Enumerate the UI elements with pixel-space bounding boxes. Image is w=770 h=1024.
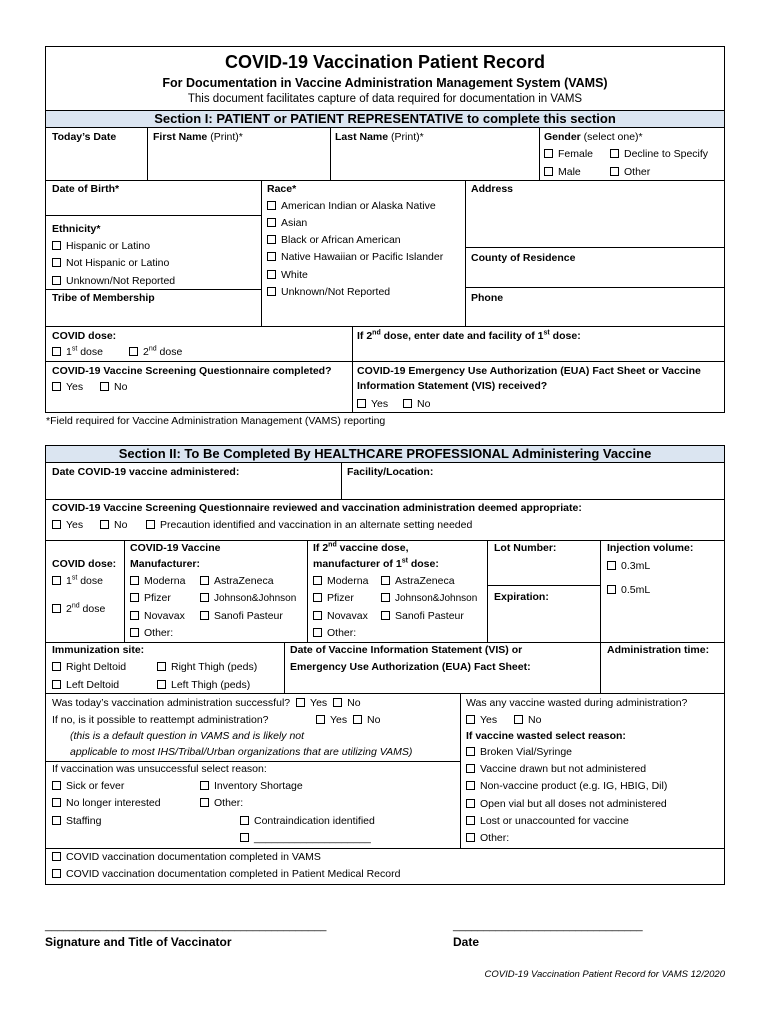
checkbox-icon[interactable]	[130, 576, 139, 585]
second-dose-info-label[interactable]: If 2nd dose, enter date and facility of 1st dose:	[357, 329, 581, 342]
covid-dose-label: COVID dose:	[52, 330, 117, 342]
checkbox-icon[interactable]	[200, 798, 209, 807]
checkbox-icon[interactable]	[381, 593, 390, 602]
first-dose-mfr-label-1: If 2nd vaccine dose,	[313, 541, 409, 554]
last-name-label[interactable]: Last Name (Print)*	[335, 131, 424, 143]
reason-not-interested[interactable]: No longer interested	[52, 797, 161, 810]
checkbox-icon[interactable]	[353, 715, 362, 724]
checkbox-icon[interactable]	[313, 628, 322, 637]
required-footnote: *Field required for Vaccine Administration Management (VAMS) reporting	[46, 415, 386, 427]
eua-question-line1: COVID-19 Emergency Use Authorization (EUA) Fact Sheet or Vaccine	[357, 365, 701, 377]
first-name-label[interactable]: First Name (Print)*	[153, 131, 243, 143]
checkbox-icon[interactable]	[200, 781, 209, 790]
lot-number-label[interactable]: Lot Number:	[494, 542, 557, 554]
ethnicity-hispanic[interactable]: Hispanic or Latino	[52, 240, 150, 253]
site-right-thigh[interactable]: Right Thigh (peds)	[157, 661, 257, 674]
checkbox-icon[interactable]	[130, 628, 139, 637]
checkbox-icon[interactable]	[52, 680, 61, 689]
checkbox-icon[interactable]	[607, 561, 616, 570]
checkbox-icon[interactable]	[52, 816, 61, 825]
race-option[interactable]: Unknown/Not Reported	[267, 286, 390, 299]
checkbox-icon[interactable]	[52, 382, 61, 391]
unsuccessful-reason-label: If vaccination was unsuccessful select reason:	[52, 763, 267, 775]
checkbox-icon[interactable]	[52, 576, 61, 585]
checkbox-icon[interactable]	[267, 270, 276, 279]
checkbox-icon[interactable]	[52, 852, 61, 861]
race-label: Race*	[267, 183, 297, 195]
facility-label[interactable]: Facility/Location:	[347, 466, 434, 478]
dose-2-option[interactable]: 2nd dose	[129, 346, 182, 359]
checkbox-icon[interactable]	[52, 241, 61, 250]
checkbox-icon[interactable]	[316, 715, 325, 724]
eua-no[interactable]: No	[403, 398, 430, 411]
checkbox-icon[interactable]	[296, 698, 305, 707]
checkbox-icon[interactable]	[129, 347, 138, 356]
signature-label: Signature and Title of Vaccinator	[45, 935, 232, 949]
first-mfr-sanofi[interactable]: Sanofi Pasteur	[381, 610, 464, 623]
site-left-deltoid[interactable]: Left Deltoid	[52, 679, 119, 692]
default-question-note-2: applicable to most IHS/Tribal/Urban organizations that are utilizing VAMS)	[70, 746, 413, 758]
page-title: COVID-19 Vaccination Patient Record	[224, 52, 546, 72]
signature-line[interactable]: ______________________________________________	[45, 920, 327, 932]
checkbox-icon[interactable]	[313, 576, 322, 585]
checkbox-icon[interactable]	[544, 149, 553, 158]
screening-yes[interactable]: Yes	[52, 381, 83, 394]
reviewed-precaution[interactable]: Precaution identified and vaccination in an alternate setting needed	[146, 519, 472, 532]
mfr-pfizer[interactable]: Pfizer	[130, 592, 171, 605]
screening-question: COVID-19 Vaccine Screening Questionnaire completed?	[52, 365, 332, 377]
mfr-sanofi[interactable]: Sanofi Pasteur	[200, 610, 283, 623]
immunization-site-label: Immunization site:	[52, 644, 145, 656]
checkbox-icon[interactable]	[267, 218, 276, 227]
reason-contraindication[interactable]: Contraindication identified	[240, 815, 375, 828]
dob-label: Date of Birth*	[52, 183, 120, 195]
s2-dose-2[interactable]: 2nd dose	[52, 603, 105, 616]
waste-option[interactable]: Other:	[466, 832, 509, 845]
checkbox-icon[interactable]	[200, 576, 209, 585]
gender-label: Gender (select one)*	[544, 131, 643, 143]
checkbox-icon[interactable]	[157, 680, 166, 689]
race-option[interactable]: Asian	[267, 217, 307, 230]
checkbox-icon[interactable]	[466, 816, 475, 825]
checkbox-icon[interactable]	[200, 611, 209, 620]
wasted-no[interactable]: No	[514, 714, 541, 727]
race-option[interactable]: Black or African American	[267, 234, 401, 247]
screening-no[interactable]: No	[100, 381, 127, 394]
section2-title: Section II: To Be Completed By HEALTHCARE PROFESSIONAL Administering Vaccine	[118, 446, 652, 461]
race-option[interactable]: White	[267, 269, 308, 282]
checkbox-icon[interactable]	[514, 715, 523, 724]
checkbox-icon[interactable]	[333, 698, 342, 707]
wasted-yes[interactable]: Yes	[466, 714, 497, 727]
checkbox-icon[interactable]	[157, 662, 166, 671]
first-mfr-other[interactable]: Other:	[313, 627, 356, 640]
s2-covid-dose-label: COVID dose:	[52, 558, 117, 570]
waste-option[interactable]: Broken Vial/Syringe	[466, 746, 572, 759]
checkbox-icon[interactable]	[544, 167, 553, 176]
checkbox-icon[interactable]	[100, 520, 109, 529]
screening-reviewed-label: COVID-19 Vaccine Screening Questionnaire reviewed and vaccination administration deemed appropriate:	[52, 502, 582, 514]
vis-date-label-2[interactable]: Emergency Use Authorization (EUA) Fact Sheet:	[290, 661, 531, 673]
checkbox-icon[interactable]	[130, 611, 139, 620]
injection-volume-label: Injection volume:	[607, 542, 694, 554]
s2-dose-1[interactable]: 1st dose	[52, 575, 103, 588]
volume-0-5[interactable]: 0.5mL	[607, 584, 650, 597]
checkbox-icon[interactable]	[52, 781, 61, 790]
doc-vams-checkbox[interactable]: COVID vaccination documentation completed in VAMS	[52, 851, 321, 864]
date-line[interactable]: _______________________________	[453, 920, 643, 932]
site-right-deltoid[interactable]: Right Deltoid	[52, 661, 126, 674]
mfr-other[interactable]: Other:	[130, 627, 173, 640]
reviewed-yes[interactable]: Yes	[52, 519, 83, 532]
page-subtitle: For Documentation in Vaccine Administration Management System (VAMS)	[162, 76, 608, 90]
wasted-reason-label: If vaccine wasted select reason:	[466, 730, 626, 742]
reason-other[interactable]: Other:	[200, 797, 243, 810]
checkbox-icon[interactable]	[100, 382, 109, 391]
default-question-note-1: (this is a default question in VAMS and is likely not	[70, 730, 305, 742]
checkbox-icon[interactable]	[240, 816, 249, 825]
checkbox-icon[interactable]	[607, 585, 616, 594]
date-label: Date	[453, 935, 480, 949]
checkbox-icon[interactable]	[466, 764, 475, 773]
waste-option[interactable]: Open vial but all doses not administered	[466, 798, 667, 811]
checkbox-icon[interactable]	[466, 833, 475, 842]
manufacturer-label-1: COVID-19 Vaccine	[130, 542, 221, 554]
eua-question-line2: Information Statement (VIS) received?	[357, 380, 548, 392]
eua-yes[interactable]: Yes	[357, 398, 388, 411]
checkbox-icon[interactable]	[52, 258, 61, 267]
mfr-novavax[interactable]: Novavax	[130, 610, 185, 623]
admin-time-label[interactable]: Administration time:	[607, 644, 710, 656]
mfr-moderna[interactable]: Moderna	[130, 575, 185, 588]
mfr-astrazeneca[interactable]: AstraZeneca	[200, 575, 274, 588]
gender-decline[interactable]: Decline to Specify	[610, 148, 708, 161]
checkbox-icon[interactable]	[267, 235, 276, 244]
checkbox-icon[interactable]	[403, 399, 412, 408]
checkbox-icon[interactable]	[267, 201, 276, 210]
checkbox-icon[interactable]	[466, 781, 475, 790]
site-left-thigh[interactable]: Left Thigh (peds)	[157, 679, 250, 692]
doc-record-checkbox[interactable]: COVID vaccination documentation completed in Patient Medical Record	[52, 868, 400, 881]
checkbox-icon[interactable]	[381, 576, 390, 585]
gender-female[interactable]: Female	[544, 148, 593, 161]
date-administered-label[interactable]: Date COVID-19 vaccine administered:	[52, 466, 240, 478]
first-mfr-astrazeneca[interactable]: AstraZeneca	[381, 575, 455, 588]
mfr-jnj[interactable]: Johnson&Johnson	[200, 592, 296, 605]
reason-staffing[interactable]: Staffing	[52, 815, 101, 828]
first-dose-mfr-label-2: manufacturer of 1st dose:	[313, 557, 439, 570]
checkbox-icon[interactable]	[52, 276, 61, 285]
ethnicity-not-hispanic[interactable]: Not Hispanic or Latino	[52, 257, 169, 270]
checkbox-icon[interactable]	[357, 399, 366, 408]
successful-question: Was today’s vaccination administration successful? Yes No	[52, 697, 361, 709]
checkbox-icon[interactable]	[466, 747, 475, 756]
reattempt-yes[interactable]: Yes	[316, 714, 347, 727]
county-label[interactable]: County of Residence	[471, 252, 576, 264]
reason-inventory[interactable]: Inventory Shortage	[200, 780, 303, 793]
checkbox-icon[interactable]	[200, 593, 209, 602]
checkbox-icon[interactable]	[381, 611, 390, 620]
checkbox-icon[interactable]	[313, 593, 322, 602]
checkbox-icon[interactable]	[240, 833, 249, 842]
reason-other-blank[interactable]: ____________________	[240, 832, 371, 845]
checkbox-icon[interactable]	[130, 593, 139, 602]
checkbox-icon[interactable]	[466, 799, 475, 808]
waste-option[interactable]: Lost or unaccounted for vaccine	[466, 815, 629, 828]
phone-label[interactable]: Phone	[471, 292, 504, 304]
checkbox-icon[interactable]	[610, 167, 619, 176]
page-description: This document facilitates capture of data required for documentation in VAMS	[187, 93, 583, 105]
tribe-label: Tribe of Membership	[52, 292, 155, 304]
volume-0-3[interactable]: 0.3mL	[607, 560, 650, 573]
checkbox-icon[interactable]	[52, 662, 61, 671]
reviewed-no[interactable]: No	[100, 519, 127, 532]
gender-other[interactable]: Other	[610, 166, 650, 179]
checkbox-icon[interactable]	[146, 520, 155, 529]
vis-date-label-1[interactable]: Date of Vaccine Information Statement (VIS) or	[290, 644, 523, 656]
reattempt-question: If no, is it possible to reattempt administration?	[52, 714, 269, 726]
reattempt-no[interactable]: No	[353, 714, 380, 727]
first-mfr-novavax[interactable]: Novavax	[313, 610, 368, 623]
first-mfr-pfizer[interactable]: Pfizer	[313, 592, 354, 605]
expiration-label[interactable]: Expiration:	[494, 591, 549, 603]
todays-date-label: Today’s Date	[52, 131, 117, 143]
race-option[interactable]: American Indian or Alaska Native	[267, 200, 436, 213]
race-option[interactable]: Native Hawaiian or Pacific Islander	[267, 251, 443, 264]
address-label[interactable]: Address	[471, 183, 514, 195]
checkbox-icon[interactable]	[52, 520, 61, 529]
ethnicity-label: Ethnicity*	[52, 223, 101, 235]
section1-title: Section I: PATIENT or PATIENT REPRESENTATIVE to complete this section	[154, 111, 616, 126]
waste-option[interactable]: Vaccine drawn but not administered	[466, 763, 646, 776]
checkbox-icon[interactable]	[267, 287, 276, 296]
checkbox-icon[interactable]	[466, 715, 475, 724]
footer-text: COVID-19 Vaccination Patient Record for VAMS 12/2020	[484, 969, 725, 980]
manufacturer-label-2: Manufacturer:	[130, 558, 201, 570]
gender-male[interactable]: Male	[544, 166, 581, 179]
wasted-question: Was any vaccine wasted during administration?	[466, 697, 688, 709]
waste-option[interactable]: Non-vaccine product (e.g. IG, HBIG, Dil)	[466, 780, 667, 793]
checkbox-icon[interactable]	[52, 604, 61, 613]
reason-sick[interactable]: Sick or fever	[52, 780, 124, 793]
checkbox-icon[interactable]	[52, 798, 61, 807]
checkbox-icon[interactable]	[52, 347, 61, 356]
ethnicity-unknown[interactable]: Unknown/Not Reported	[52, 275, 175, 288]
first-mfr-jnj[interactable]: Johnson&Johnson	[381, 592, 477, 605]
first-mfr-moderna[interactable]: Moderna	[313, 575, 368, 588]
checkbox-icon[interactable]	[52, 869, 61, 878]
dose-1-option[interactable]: 1st dose	[52, 346, 103, 359]
checkbox-icon[interactable]	[610, 149, 619, 158]
checkbox-icon[interactable]	[313, 611, 322, 620]
checkbox-icon[interactable]	[267, 252, 276, 261]
